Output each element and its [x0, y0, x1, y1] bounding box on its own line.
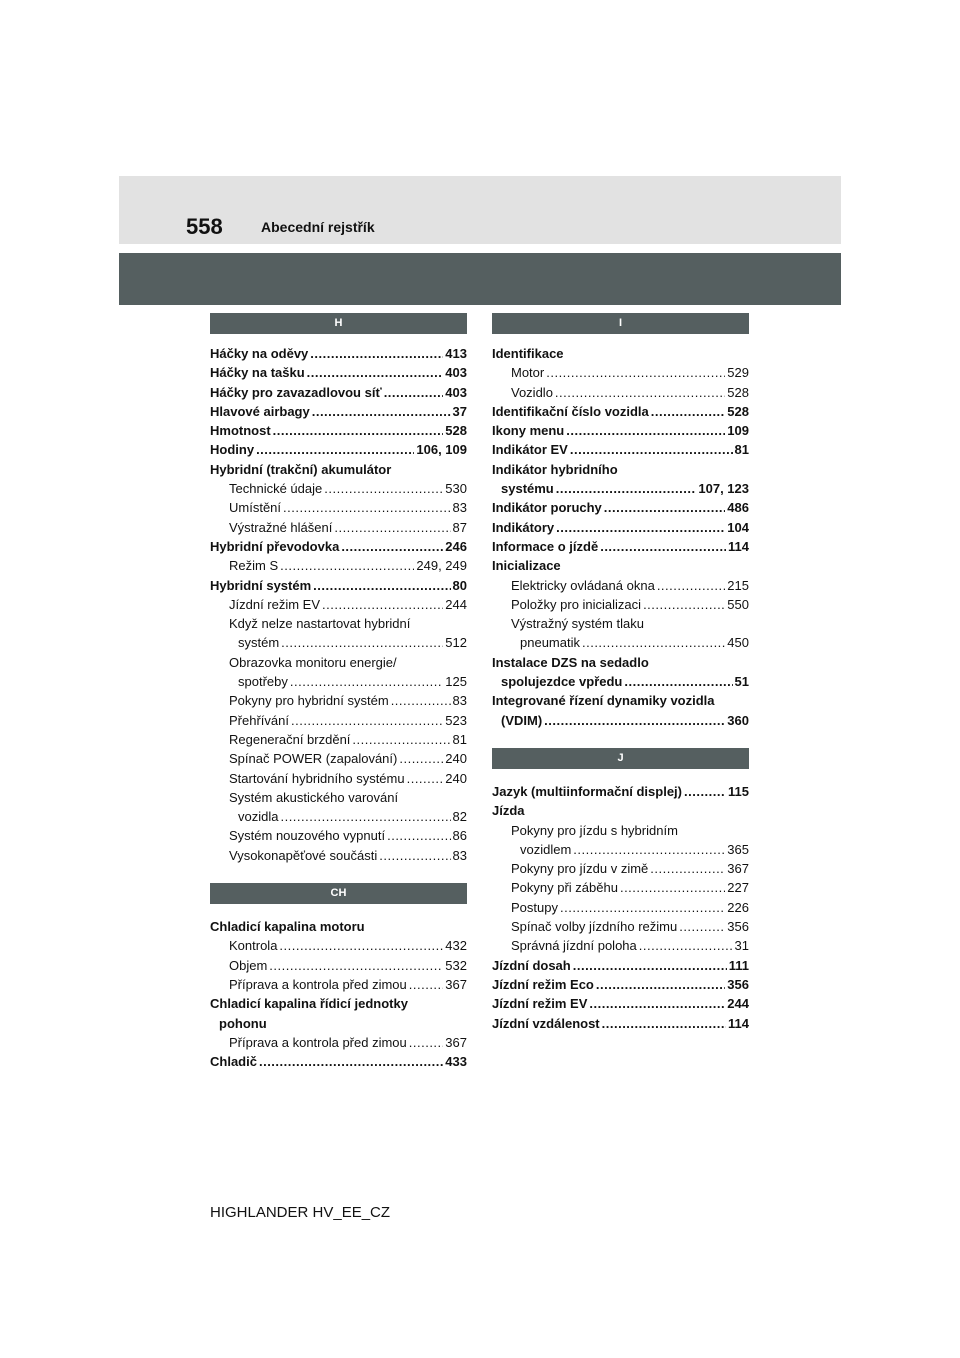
index-entry-label: Háčky pro zavazadlovou síť: [210, 384, 382, 400]
index-entry-label: Háčky na tašku: [210, 365, 305, 381]
index-entry: [492, 363, 749, 382]
index-entry: [210, 383, 467, 402]
index-entry-page: 532: [445, 957, 467, 973]
index-entry-page: 528: [727, 384, 749, 400]
index-entry: [492, 402, 749, 421]
dot-leader: [399, 749, 443, 768]
index-entry: [492, 576, 749, 595]
index-entry: [492, 518, 749, 537]
index-entry: [492, 840, 749, 859]
index-entry-label: Integrované řízení dynamiky vozidla: [492, 693, 715, 709]
index-entry: [492, 383, 749, 402]
index-entry: [210, 975, 467, 994]
dot-leader: [310, 344, 443, 363]
index-entry-label: Vysokonapěťové součásti: [229, 847, 378, 863]
index-entry: [492, 460, 749, 479]
index-entry-label: Položky pro inicializaci: [511, 596, 642, 612]
index-entry-page: 81: [452, 731, 467, 747]
dot-leader: [280, 556, 414, 575]
index-entry: [210, 440, 467, 459]
index-entry-page: 226: [727, 899, 749, 915]
index-entry-page: 530: [445, 481, 467, 497]
index-entry-label: Chladič: [210, 1054, 257, 1070]
dot-leader: [407, 769, 444, 788]
dot-leader: [283, 498, 451, 517]
dot-leader: [600, 537, 726, 556]
index-entry-label: Ikony menu: [492, 423, 565, 439]
index-entry: [210, 1052, 467, 1071]
index-entry: [492, 537, 749, 556]
index-entry-label: Indikátory: [492, 519, 555, 535]
index-entry: [492, 994, 749, 1013]
index-entry: [492, 421, 749, 440]
index-entry-label: Když nelze nastartovat hybridní: [229, 616, 411, 632]
dot-leader: [555, 383, 725, 402]
index-entry: [210, 807, 467, 826]
index-entry-label: Chladicí kapalina motoru: [210, 919, 365, 935]
index-entry: [210, 633, 467, 652]
index-entry-page: 486: [727, 500, 749, 516]
chapter-title: Abecední rejstřík: [261, 219, 375, 235]
dot-leader: [324, 479, 443, 498]
index-entry: [210, 672, 467, 691]
index-entry-label: Výstražný systém tlaku: [511, 616, 644, 632]
index-entry-page: 107, 123: [698, 481, 749, 497]
dot-leader: [256, 440, 414, 459]
index-entry-page: 450: [727, 635, 749, 651]
index-entry-label: Jazyk (multiinformační displej): [492, 783, 682, 799]
index-entry-page: 244: [445, 596, 467, 612]
dot-leader: [341, 537, 443, 556]
index-entry-label: Systém nouzového vypnutí: [229, 828, 386, 844]
dot-leader: [279, 936, 443, 955]
index-entry-label: Jízdní režim EV: [229, 596, 321, 612]
section-i-entries: [492, 344, 749, 730]
index-entry-label: Informace o jízdě: [492, 538, 599, 554]
index-entry-label: pohonu: [219, 1015, 267, 1031]
index-entry-label: Příprava a kontrola před zimou: [229, 1034, 407, 1050]
index-entry-page: 215: [727, 577, 749, 593]
index-entry-label: Inicializace: [492, 558, 561, 574]
index-entry: [210, 711, 467, 730]
index-column-right: [492, 313, 749, 1033]
index-entry-label: Jízdní režim EV: [492, 996, 588, 1012]
index-entry: [492, 878, 749, 897]
index-entry-label: Hybridní systém: [210, 577, 312, 593]
index-entry-label: Indikátor poruchy: [492, 500, 602, 516]
dot-leader: [570, 440, 733, 459]
section-j-entries: [492, 782, 749, 1033]
index-entry: [492, 440, 749, 459]
dot-leader: [269, 956, 443, 975]
index-entry-page: 432: [445, 938, 467, 954]
dot-leader: [352, 730, 450, 749]
index-entry: [210, 769, 467, 788]
index-entry-label: Hlavové airbagy: [210, 403, 310, 419]
index-entry-label: vozidlem: [520, 841, 572, 857]
section-header-ch: CH: [210, 883, 467, 904]
index-entry: [210, 556, 467, 575]
index-entry: [210, 518, 467, 537]
index-entry-page: 365: [727, 841, 749, 857]
index-entry-label: Jízdní vzdálenost: [492, 1015, 600, 1031]
dot-leader: [281, 633, 443, 652]
index-entry: [210, 479, 467, 498]
header-dark-band: [119, 253, 841, 305]
index-entry-page: 356: [727, 976, 749, 992]
index-entry-label: Výstražné hlášení: [229, 519, 333, 535]
index-entry-label: Identifikace: [492, 346, 564, 361]
index-entry-page: 367: [727, 861, 749, 877]
index-column-left: [210, 313, 467, 1071]
index-entry-page: 83: [452, 693, 467, 709]
dot-leader: [409, 1033, 444, 1052]
index-entry: [210, 826, 467, 845]
index-entry: [492, 782, 749, 801]
index-entry-label: Přehřívání: [229, 712, 289, 728]
index-entry: [492, 498, 749, 517]
dot-leader: [290, 672, 443, 691]
dot-leader: [387, 826, 450, 845]
index-entry-page: 550: [727, 596, 749, 612]
dot-leader: [384, 383, 444, 402]
index-entry-label: Kontrola: [229, 938, 278, 954]
index-entry: [492, 711, 749, 730]
index-entry-label: Režim S: [229, 558, 279, 574]
index-entry-label: pneumatik: [520, 635, 580, 651]
index-entry-label: Správná jízdní poloha: [511, 938, 637, 954]
index-entry-page: 403: [445, 365, 467, 381]
dot-leader: [556, 518, 725, 537]
index-entry-label: Instalace DZS na sedadlo: [492, 654, 649, 670]
section-header-i: I: [492, 313, 749, 334]
section-header-h: H: [210, 313, 467, 334]
dot-leader: [589, 994, 725, 1013]
index-entry-page: 106, 109: [416, 442, 467, 458]
index-entry-label: Objem: [229, 957, 268, 973]
index-entry-label: Technické údaje: [229, 481, 323, 497]
index-entry-page: 413: [445, 346, 467, 361]
index-entry-label: systému: [501, 481, 554, 497]
index-entry-page: 31: [734, 938, 749, 954]
section-h-entries: [210, 344, 467, 865]
index-entry-page: 83: [452, 500, 467, 516]
index-entry: [210, 460, 467, 479]
index-entry-label: (VDIM): [501, 712, 543, 728]
dot-leader: [573, 956, 727, 975]
index-entry: [210, 1014, 467, 1033]
index-entry-label: Vozidlo: [511, 384, 553, 400]
dot-leader: [322, 595, 443, 614]
index-entry: [492, 1014, 749, 1033]
index-entry-page: 109: [727, 423, 749, 439]
index-entry-label: Pokyny pro jízdu s hybridním: [511, 822, 678, 838]
index-entry-page: 51: [734, 674, 749, 690]
index-entry-label: Chladicí kapalina řídicí jednotky: [210, 996, 408, 1012]
dot-leader: [273, 421, 444, 440]
index-entry-label: Příprava a kontrola před zimou: [229, 976, 407, 992]
dot-leader: [602, 1014, 726, 1033]
index-entry: [492, 595, 749, 614]
index-entry-page: 114: [728, 1015, 749, 1031]
dot-leader: [604, 498, 726, 517]
index-entry: [210, 730, 467, 749]
index-entry-label: Pokyny pro hybridní systém: [229, 693, 389, 709]
dot-leader: [566, 421, 725, 440]
index-entry-page: 81: [734, 442, 749, 458]
index-entry: [210, 653, 467, 672]
index-entry-page: 246: [445, 538, 467, 554]
index-entry-page: 87: [452, 519, 467, 535]
section-ch-entries: [210, 917, 467, 1071]
index-entry-page: 244: [727, 996, 749, 1012]
index-entry-label: Pokyny při záběhu: [511, 880, 618, 896]
index-entry: [210, 421, 467, 440]
index-entry-page: 367: [445, 1034, 467, 1050]
dot-leader: [596, 975, 725, 994]
index-entry-label: Obrazovka monitoru energie/: [229, 654, 397, 670]
index-entry: [492, 344, 749, 363]
index-entry-label: systém: [238, 635, 280, 651]
index-entry-page: 512: [445, 635, 467, 651]
index-entry-label: Elektricky ovládaná okna: [511, 577, 655, 593]
index-entry-page: 403: [445, 384, 467, 400]
index-entry-page: 82: [452, 809, 467, 825]
index-entry-label: Spínač volby jízdního režimu: [511, 919, 678, 935]
index-entry-page: 114: [728, 538, 749, 554]
dot-leader: [307, 363, 444, 382]
index-entry: [210, 595, 467, 614]
index-entry-page: 523: [445, 712, 467, 728]
index-entry-page: 528: [727, 403, 749, 419]
index-entry: [492, 917, 749, 936]
index-entry-label: Spínač POWER (zapalování): [229, 751, 398, 767]
dot-leader: [546, 363, 725, 382]
index-entry-page: 249, 249: [416, 558, 467, 574]
index-entry-label: Systém akustického varování: [229, 789, 399, 805]
index-entry-label: Hodiny: [210, 442, 255, 458]
index-entry: [210, 846, 467, 865]
index-entry: [210, 917, 467, 936]
index-entry-label: Regenerační brzdění: [229, 731, 351, 747]
index-entry-label: Umístění: [229, 500, 282, 516]
index-entry-label: Identifikační číslo vozidla: [492, 403, 649, 419]
dot-leader: [391, 691, 451, 710]
index-entry-page: 528: [445, 423, 467, 439]
index-entry: [210, 537, 467, 556]
index-entry-label: vozidla: [238, 809, 279, 825]
index-entry-label: Jízdní režim Eco: [492, 976, 594, 992]
index-entry: [492, 898, 749, 917]
dot-leader: [650, 859, 725, 878]
dot-leader: [312, 402, 451, 421]
index-entry: [492, 479, 749, 498]
index-entry-page: 115: [728, 783, 749, 799]
index-entry-page: 80: [452, 577, 467, 593]
index-entry-label: Pokyny pro jízdu v zimě: [511, 861, 649, 877]
dot-leader: [409, 975, 444, 994]
index-entry: [210, 344, 467, 363]
index-entry-label: Hmotnost: [210, 423, 271, 439]
index-entry-page: 240: [445, 770, 467, 786]
index-entry-label: spolujezdce vpředu: [501, 674, 623, 690]
index-entry-label: Háčky na oděvy: [210, 346, 309, 361]
index-entry: [492, 821, 749, 840]
index-entry: [210, 788, 467, 807]
dot-leader: [313, 576, 450, 595]
index-entry-label: Indikátor EV: [492, 442, 568, 458]
index-entry-page: 529: [727, 365, 749, 381]
dot-leader: [643, 595, 725, 614]
index-entry-label: Jízdní dosah: [492, 957, 571, 973]
index-entry-page: 111: [728, 957, 749, 973]
index-entry: [210, 956, 467, 975]
index-entry: [492, 859, 749, 878]
header-band: [119, 176, 841, 244]
index-entry: [492, 672, 749, 691]
dot-leader: [684, 782, 726, 801]
index-entry-page: 83: [452, 847, 467, 863]
dot-leader: [679, 917, 725, 936]
index-entry: [210, 363, 467, 382]
index-entry: [492, 956, 749, 975]
dot-leader: [651, 402, 726, 421]
dot-leader: [582, 633, 725, 652]
footer-model: HIGHLANDER HV_EE_CZ: [210, 1204, 391, 1221]
dot-leader: [280, 807, 450, 826]
index-entry: [492, 614, 749, 633]
index-entry-label: spotřeby: [238, 674, 288, 690]
index-entry-page: 86: [452, 828, 467, 844]
dot-leader: [657, 576, 725, 595]
dot-leader: [624, 672, 732, 691]
section-header-j: J: [492, 748, 749, 769]
index-entry: [492, 975, 749, 994]
index-entry-page: 37: [452, 403, 467, 419]
dot-leader: [334, 518, 450, 537]
index-entry: [210, 576, 467, 595]
index-entry-page: 433: [445, 1054, 467, 1070]
index-entry: [210, 936, 467, 955]
index-entry: [210, 994, 467, 1013]
index-entry-label: Postupy: [511, 899, 558, 915]
dot-leader: [573, 840, 725, 859]
dot-leader: [560, 898, 725, 917]
index-entry: [492, 691, 749, 710]
index-entry-page: 227: [727, 880, 749, 896]
index-entry-label: Startování hybridního systému: [229, 770, 405, 786]
index-entry: [492, 653, 749, 672]
dot-leader: [291, 711, 443, 730]
index-entry: [492, 801, 749, 820]
index-entry: [210, 1033, 467, 1052]
index-entry-page: 367: [445, 976, 467, 992]
index-entry-label: Hybridní převodovka: [210, 538, 340, 554]
dot-leader: [639, 936, 733, 955]
dot-leader: [556, 479, 697, 498]
page-number: 558: [186, 214, 223, 239]
dot-leader: [379, 846, 450, 865]
index-entry: [210, 614, 467, 633]
index-entry: [210, 691, 467, 710]
index-entry: [492, 556, 749, 575]
index-entry-label: Motor: [511, 365, 545, 381]
index-entry: [492, 633, 749, 652]
index-entry-page: 360: [727, 712, 749, 728]
index-entry: [210, 749, 467, 768]
index-entry-page: 240: [445, 751, 467, 767]
dot-leader: [620, 878, 725, 897]
index-entry-label: Hybridní (trakční) akumulátor: [210, 461, 392, 477]
index-entry: [210, 402, 467, 421]
index-entry-page: 356: [727, 919, 749, 935]
index-entry-label: Jízda: [492, 803, 525, 819]
index-entry-page: 104: [727, 519, 749, 535]
index-entry-page: 125: [445, 674, 467, 690]
index-entry: [492, 936, 749, 955]
dot-leader: [544, 711, 725, 730]
dot-leader: [259, 1052, 443, 1071]
index-entry: [210, 498, 467, 517]
index-entry-label: Indikátor hybridního: [492, 461, 618, 477]
